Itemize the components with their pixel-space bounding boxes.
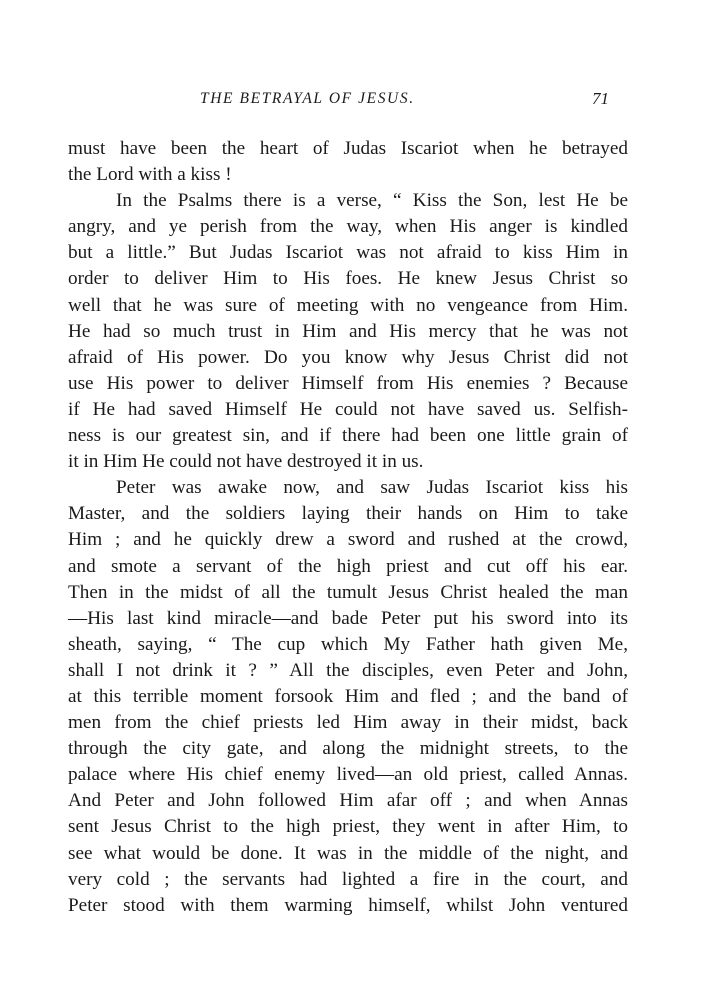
text-line: well that he was sure of meeting with no vengeance from Him. — [68, 294, 628, 316]
text-line: Peter was awake now, and saw Judas Iscariot kiss his — [116, 477, 628, 499]
text-line: angry, and ye perish from the way, when His anger is kindled — [68, 216, 628, 238]
running-head — [0, 90, 714, 114]
text-line: Peter stood with them warming himself, whilst John ventured — [68, 894, 628, 916]
text-line: it in Him He could not have destroyed it in us. — [68, 451, 424, 473]
text-line: sheath, saying, “ The cup which My Father hath given Me, — [68, 633, 628, 655]
text-line: Him ; and he quickly drew a sword and rushed at the crowd, — [68, 529, 628, 551]
text-line: must have been the heart of Judas Iscariot when he betrayed — [68, 138, 628, 159]
text-line: afraid of His power. Do you know why Jesus Christ did not — [68, 346, 628, 368]
text-line: the Lord with a kiss ! — [68, 164, 232, 186]
body-text — [68, 136, 628, 919]
text-line: And Peter and John followed Him afar off ; and when Annas — [68, 790, 628, 812]
text-line: and smote a servant of the high priest and cut off his ear. — [68, 555, 628, 577]
page-number: 71 — [592, 89, 609, 108]
text-line: use His power to deliver Himself from His enemies ? Because — [68, 372, 628, 394]
text-line: Then in the midst of all the tumult Jesus Christ healed the man — [68, 581, 628, 603]
text-line: but a little.” But Judas Iscariot was not afraid to kiss Him in — [68, 242, 628, 264]
text-line: men from the chief priests led Him away in their midst, back — [68, 712, 628, 734]
text-line: shall I not drink it ? ” All the disciples, even Peter and John, — [68, 659, 628, 681]
text-line: Master, and the soldiers laying their hands on Him to take — [68, 503, 628, 525]
text-line: order to deliver Him to His foes. He knew Jesus Christ so — [68, 268, 628, 290]
text-line: He had so much trust in Him and His mercy that he was not — [68, 320, 628, 342]
running-title: THE BETRAYAL OF JESUS. — [200, 90, 415, 107]
text-line: at this terrible moment forsook Him and fled ; and the band of — [68, 685, 628, 707]
text-line: through the city gate, and along the midnight streets, to the — [68, 738, 628, 760]
text-line: ness is our greatest sin, and if there had been one little grain of — [68, 425, 628, 447]
text-line: —His last kind miracle—and bade Peter put his sword into its — [68, 607, 628, 629]
text-line: palace where His chief enemy lived—an old priest, called Annas. — [68, 764, 628, 786]
text-line: if He had saved Himself He could not have saved us. Selfish- — [68, 398, 628, 420]
text-line: see what would be done. It was in the middle of the night, and — [68, 842, 628, 864]
text-line: very cold ; the servants had lighted a fire in the court, and — [68, 868, 628, 890]
text-line: sent Jesus Christ to the high priest, they went in after Him, to — [68, 816, 628, 838]
text-line: In the Psalms there is a verse, “ Kiss the Son, lest He be — [116, 190, 628, 212]
